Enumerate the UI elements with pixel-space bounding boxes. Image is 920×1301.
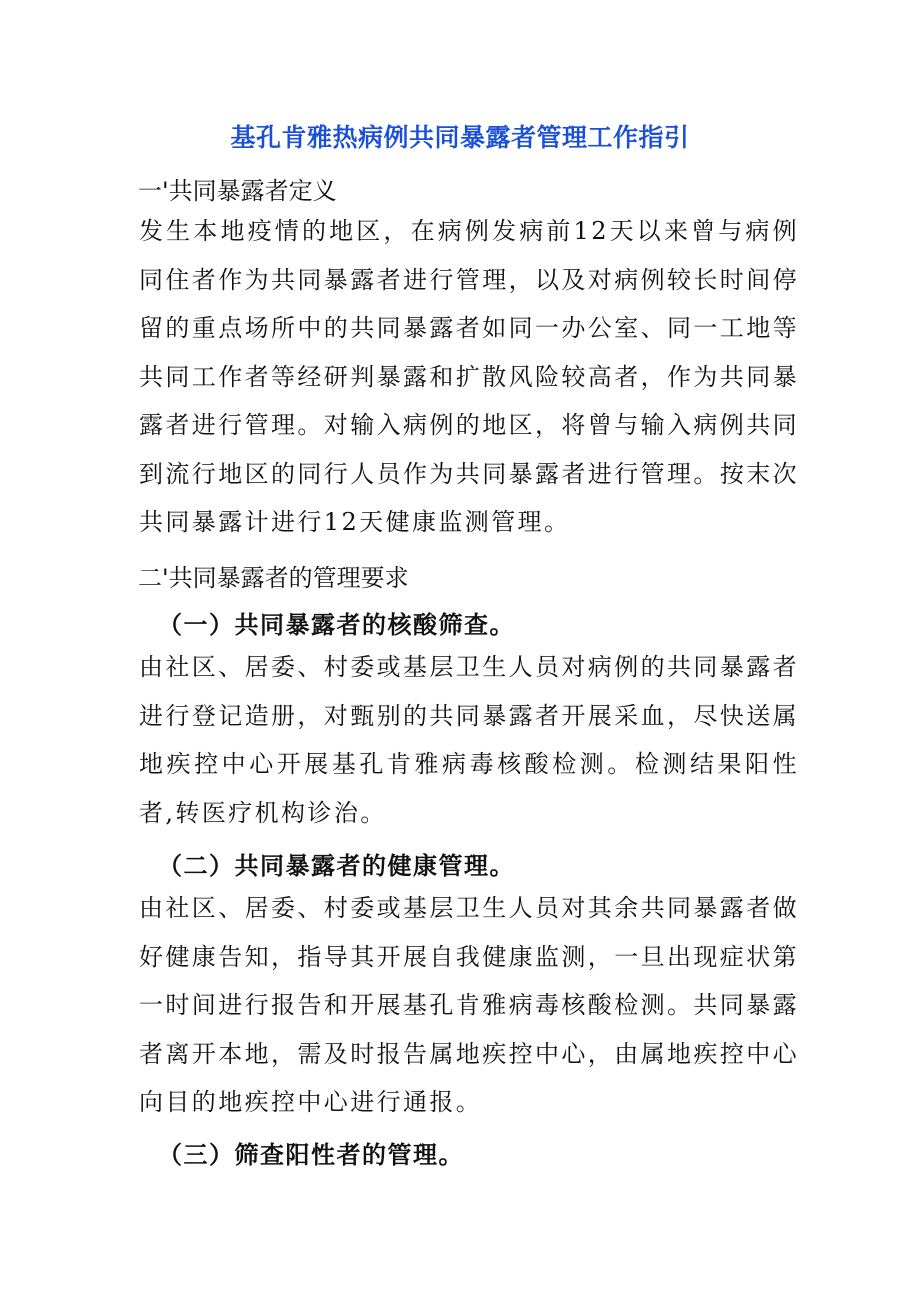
section1-heading: 一'共同暴露者定义 <box>138 177 337 205</box>
section1-body: 发生本地疫情的地区，在病例发病前12天以来曾与病例同住者作为共同暴露者进行管理，以及对病例较长时间停留的重点场所中的共同暴露者如同一办公室、同一工地等共同工作者等经研判暴露和扩散风险较高者，作为共同暴露者进行管理。对输入病例的地区，将曾与输入病例共同到流行地区的同行人员作为共同暴露者进行管理。按末次共同暴露计进行12天健康监测管理。 <box>139 217 799 536</box>
subsection3-heading: （三）筛查阳性者的管理。 <box>158 1140 464 1169</box>
subsection1-heading: （一）共同暴露者的核酸筛查。 <box>158 610 515 639</box>
subsection2-heading: （二）共同暴露者的健康管理。 <box>158 851 515 880</box>
subsection2-body: 由社区、居委、村委或基层卫生人员对其余共同暴露者做好健康告知，指导其开展自我健康监测，一旦出现症状第一时间进行报告和开展基孔肯雅病毒核酸检测。共同暴露者离开本地，需及时报告属地疾控中心，由属地疾控中心向目的地疾控中心进行通报。 <box>139 894 799 1116</box>
document-title: 基孔肯雅热病例共同暴露者管理工作指引 <box>230 123 690 152</box>
section2-heading: 二'共同暴露者的管理要求 <box>138 564 409 592</box>
subsection1-body: 由社区、居委、村委或基层卫生人员对病例的共同暴露者进行登记造册，对甄别的共同暴露者开展采血，尽快送属地疾控中心开展基孔肯雅病毒核酸检测。检测结果阳性者,转医疗机构诊治。 <box>139 653 799 827</box>
